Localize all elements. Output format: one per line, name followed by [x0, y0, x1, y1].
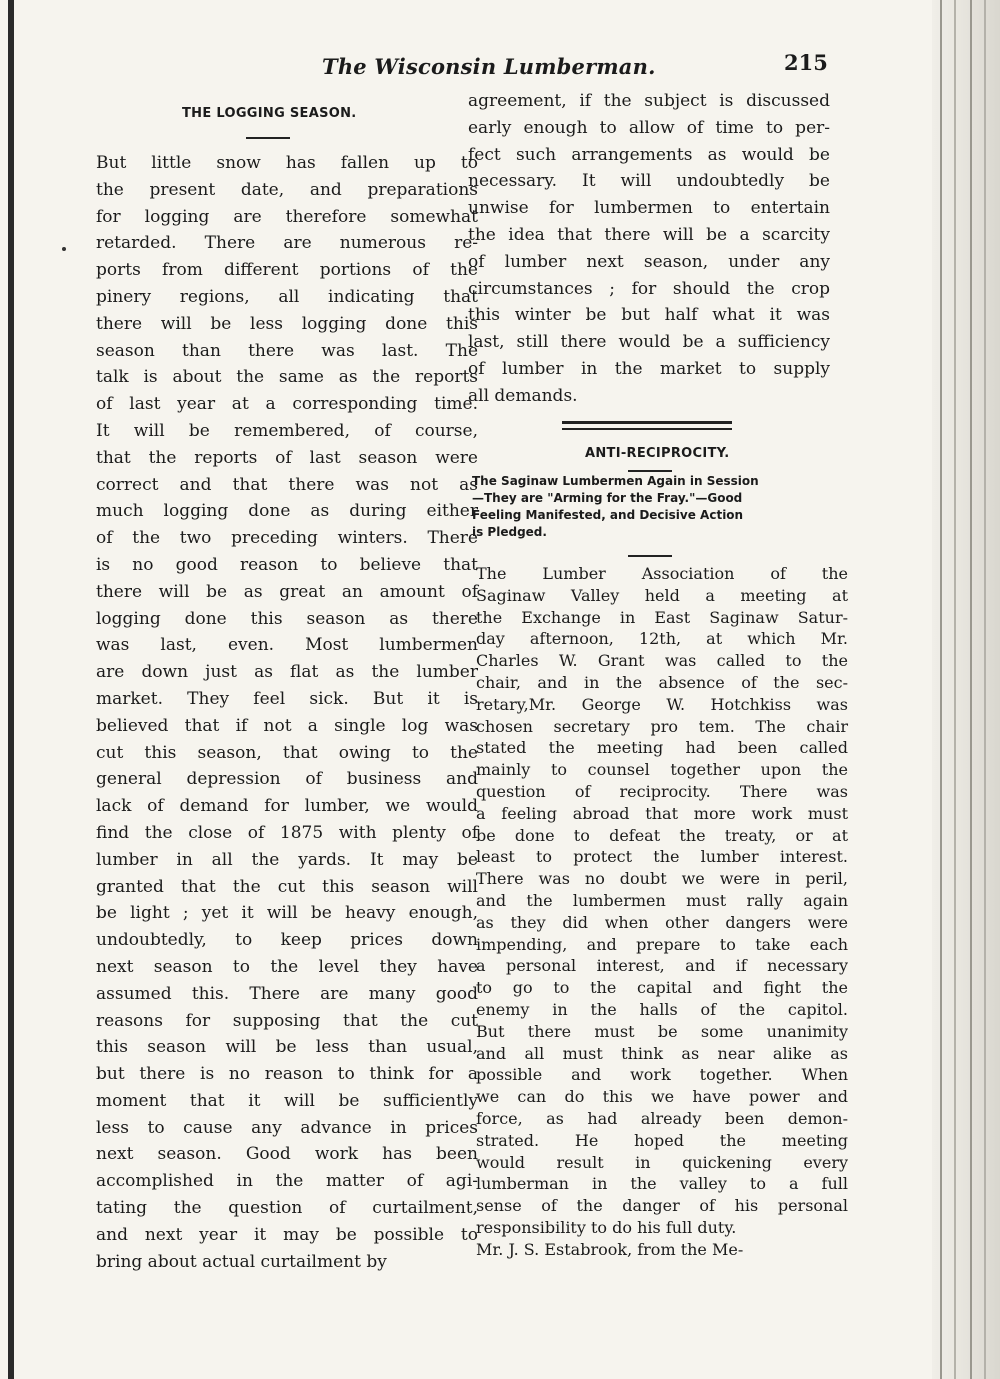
text-line: responsibility to do his full duty. [476, 1217, 737, 1237]
text-line: of lumber next season, under any [468, 251, 830, 272]
text-line: a personal interest, and if necessary [476, 956, 848, 976]
text-line: general depression of business and [96, 769, 478, 790]
text-line: is no good reason to believe that [96, 554, 478, 575]
text-line: reasons for supposing that the cut [96, 1010, 478, 1031]
text-line: correct and that there was not as [96, 474, 478, 495]
text-line: market. They feel sick. But it is [96, 688, 478, 709]
text-line: be light ; yet it will be heavy enough, [96, 903, 478, 924]
text-line: and the lumbermen must rally again [476, 890, 848, 910]
text-line: less to cause any advance in prices [96, 1117, 478, 1138]
text-line: pinery regions, all indicating that [96, 286, 478, 307]
text-line: as they did when other dangers were [476, 912, 848, 932]
text-line: But there must be some unanimity [476, 1021, 848, 1041]
text-line: for logging are therefore somewhat [96, 206, 478, 227]
section-divider [562, 428, 732, 430]
page-header [300, 50, 900, 80]
text-line: we can do this we have power and [476, 1087, 848, 1107]
text-line: the idea that there will be a scarcity [468, 224, 830, 245]
text-line: assumed this. There are many good [96, 983, 478, 1004]
text-line: Mr. J. S. Estabrook, from the Me- [476, 1239, 744, 1259]
text-line: is Pledged. [472, 525, 547, 539]
text-line: It will be remembered, of course, [96, 420, 478, 441]
text-line: all demands. [468, 385, 578, 406]
text-line: agreement, if the subject is discussed [468, 91, 830, 111]
text-line: next season. Good work has been [96, 1144, 478, 1165]
article-subheading [472, 473, 832, 541]
text-line: retarded. There are numerous re- [96, 233, 478, 254]
text-line: undoubtedly, to keep prices down [96, 930, 478, 951]
text-line: The Lumber Association of the [476, 564, 848, 583]
text-line: but there is no reason to think for a [96, 1064, 478, 1085]
text-line: least to protect the lumber interest. [476, 847, 848, 867]
text-line: be done to defeat the treaty, or at [476, 825, 848, 845]
text-line: chosen secretary pro tem. The chair [476, 716, 848, 736]
article-logging-body [96, 150, 478, 1275]
running-title: The Wisconsin Lumberman. [322, 54, 656, 79]
text-line: this season will be less than usual, [96, 1037, 478, 1058]
text-line: tating the question of curtailment, [96, 1198, 478, 1219]
text-line: much logging done as during either [96, 501, 478, 522]
text-line: force, as had already been demon- [476, 1108, 848, 1128]
text-line: cut this season, that owing to the [96, 742, 478, 763]
article-heading-anti-reciprocity: ANTI-RECIPROCITY. [585, 446, 730, 461]
text-line: accomplished in the matter of agi- [96, 1171, 478, 1192]
text-line: Charles W. Grant was called to the [476, 651, 848, 671]
text-line: The Saginaw Lumbermen Again in Session [472, 474, 759, 488]
text-line: early enough to allow of time to per- [468, 117, 830, 138]
page-stack-edge [932, 0, 1000, 1379]
text-line: ports from different portions of the [96, 260, 478, 281]
text-line: chair, and in the absence of the sec- [476, 672, 848, 692]
text-line: —They are "Arming for the Fray."—Good [472, 491, 743, 505]
text-line: impending, and prepare to take each [476, 934, 848, 954]
text-line: bring about actual curtailment by [96, 1251, 387, 1272]
text-line: last, still there would be a sufficiency [468, 332, 830, 353]
text-line: question of reciprocity. There was [476, 781, 848, 801]
text-line: But little snow has fallen up to [96, 153, 478, 173]
text-line: fect such arrangements as would be [468, 144, 830, 165]
text-line: stated the meeting had been called [476, 738, 848, 758]
article-logging-continued [468, 88, 830, 410]
text-line: find the close of 1875 with plenty of [96, 822, 478, 843]
article-anti-reciprocity-body [476, 563, 848, 1261]
text-line: Feeling Manifested, and Decisive Action [472, 508, 744, 522]
text-line: there will be less logging done this [96, 313, 478, 334]
text-line: unwise for lumbermen to entertain [468, 198, 830, 219]
text-line: that the reports of last season were [96, 447, 478, 468]
text-line: There was no doubt we were in peril, [476, 869, 848, 889]
text-line: of the two preceding winters. There [96, 528, 478, 549]
text-line: possible and work together. When [476, 1065, 848, 1085]
text-line: logging done this season as there [96, 608, 478, 629]
text-line: season than there was last. The [96, 340, 478, 361]
text-line: of last year at a corresponding time. [96, 394, 478, 415]
heading-rule [628, 470, 672, 472]
text-line: lumber in all the yards. It may be [96, 849, 478, 870]
page-number: 215 [784, 50, 828, 75]
text-line: was last, even. Most lumbermen [96, 635, 478, 656]
text-line: moment that it will be sufficiently [96, 1090, 478, 1111]
text-line: necessary. It will undoubtedly be [468, 171, 830, 192]
text-line: and next year it may be possible to [96, 1224, 478, 1245]
text-line: and all must think as near alike as [476, 1043, 848, 1063]
text-line: believed that if not a single log was [96, 715, 478, 736]
text-line: would result in quickening every [476, 1152, 848, 1172]
text-line: the Exchange in East Saginaw Satur- [476, 607, 848, 627]
text-line: mainly to counsel together upon the [476, 760, 848, 780]
text-line: granted that the cut this season will [96, 876, 478, 897]
article-heading-logging-season: THE LOGGING SEASON. [182, 106, 357, 121]
text-line: are down just as flat as the lumber [96, 662, 478, 683]
text-line: this winter be but half what it was [468, 305, 830, 326]
text-line: there will be as great an amount of [96, 581, 478, 602]
binding-edge [8, 0, 14, 1379]
text-line: circumstances ; for should the crop [468, 278, 830, 299]
text-line: a feeling abroad that more work must [476, 803, 848, 823]
ink-speck [62, 247, 66, 251]
subheading-rule [628, 555, 672, 557]
text-line: strated. He hoped the meeting [476, 1130, 848, 1150]
text-line: talk is about the same as the reports [96, 367, 478, 388]
text-line: of lumber in the market to supply [468, 358, 830, 379]
text-line: lumberman in the valley to a full [476, 1174, 848, 1194]
text-line: enemy in the halls of the capitol. [476, 999, 848, 1019]
text-line: sense of the danger of his personal [476, 1196, 848, 1216]
text-line: Saginaw Valley held a meeting at [476, 585, 848, 605]
text-line: retary,Mr. George W. Hotchkiss was [476, 694, 848, 714]
text-line: next season to the level they have [96, 956, 478, 977]
text-line: the present date, and preparations [96, 179, 478, 200]
text-line: to go to the capital and fight the [476, 978, 848, 998]
section-divider [562, 421, 732, 424]
text-line: lack of demand for lumber, we would [96, 796, 478, 817]
text-line: day afternoon, 12th, at which Mr. [476, 629, 848, 649]
heading-rule [246, 137, 290, 139]
